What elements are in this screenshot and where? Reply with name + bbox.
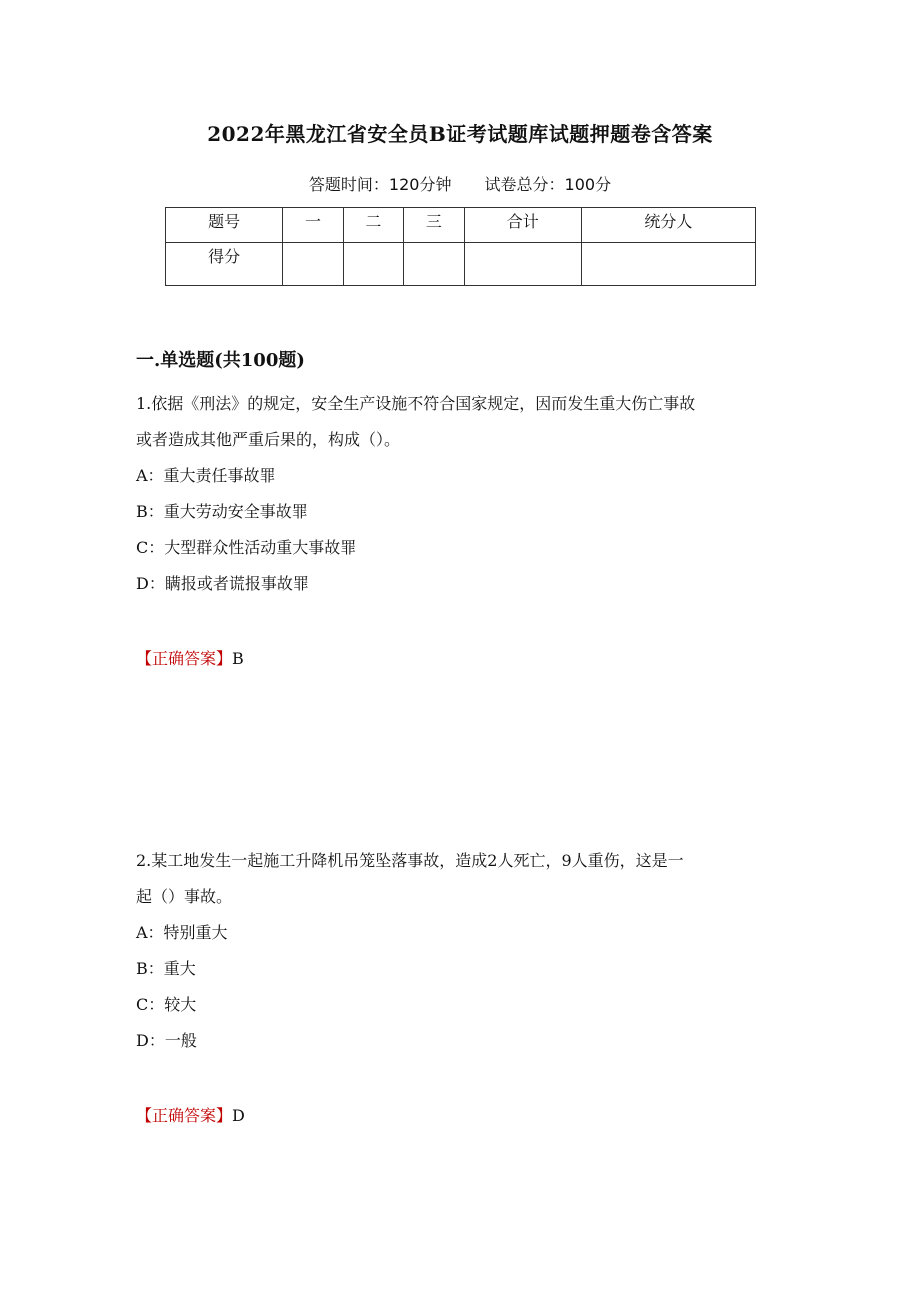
score-header-cell: 三 <box>404 208 464 243</box>
question-option: D：一般 <box>136 1031 197 1050</box>
score-cell <box>283 243 343 286</box>
score-cell <box>404 243 464 286</box>
exam-total-score: 试卷总分：100分 <box>484 175 612 194</box>
score-header-cell: 题号 <box>166 208 283 243</box>
question-option: D：瞒报或者谎报事故罪 <box>136 574 309 593</box>
question-2 <box>136 843 786 1059</box>
question-stem-line: 2.某工地发生一起施工升降机吊笼坠落事故，造成2人死亡，9人重伤，这是一 <box>136 851 684 870</box>
score-cell <box>581 243 755 286</box>
score-table-score-row <box>166 243 756 286</box>
score-header-cell: 统分人 <box>581 208 755 243</box>
question-option: B：重大 <box>136 959 196 978</box>
question-option: C：大型群众性活动重大事故罪 <box>136 538 357 557</box>
score-cell <box>343 243 403 286</box>
score-header-cell: 一 <box>283 208 343 243</box>
exam-meta <box>0 172 920 195</box>
question-option: C：较大 <box>136 995 197 1014</box>
score-row-label: 得分 <box>166 243 283 286</box>
question-1 <box>136 386 786 602</box>
answer-tag: 【正确答案】 <box>136 1106 233 1125</box>
score-table <box>165 207 756 286</box>
score-table-header-row <box>166 208 756 243</box>
question-stem-line: 1.依据《刑法》的规定，安全生产设施不符合国家规定，因而发生重大伤亡事故 <box>136 394 696 413</box>
question-stem-line: 起（）事故。 <box>136 887 233 906</box>
question-option: A：重大责任事故罪 <box>136 466 276 485</box>
question-stem-line: 或者造成其他严重后果的，构成（）。 <box>136 430 401 449</box>
score-header-cell: 合计 <box>464 208 581 243</box>
score-header-cell: 二 <box>343 208 403 243</box>
exam-time: 答题时间：120分钟 <box>308 175 452 194</box>
answer-2 <box>136 1103 245 1126</box>
answer-value: D <box>232 1106 245 1125</box>
score-cell <box>464 243 581 286</box>
answer-1 <box>136 646 244 669</box>
section-title: 一.单选题(共100题) <box>136 350 305 371</box>
question-option: B：重大劳动安全事故罪 <box>136 502 308 521</box>
question-option: A：特别重大 <box>136 923 228 942</box>
answer-tag: 【正确答案】 <box>136 649 233 668</box>
page-title: 2022年黑龙江省安全员B证考试题库试题押题卷含答案 <box>207 122 713 146</box>
answer-value: B <box>232 649 244 668</box>
